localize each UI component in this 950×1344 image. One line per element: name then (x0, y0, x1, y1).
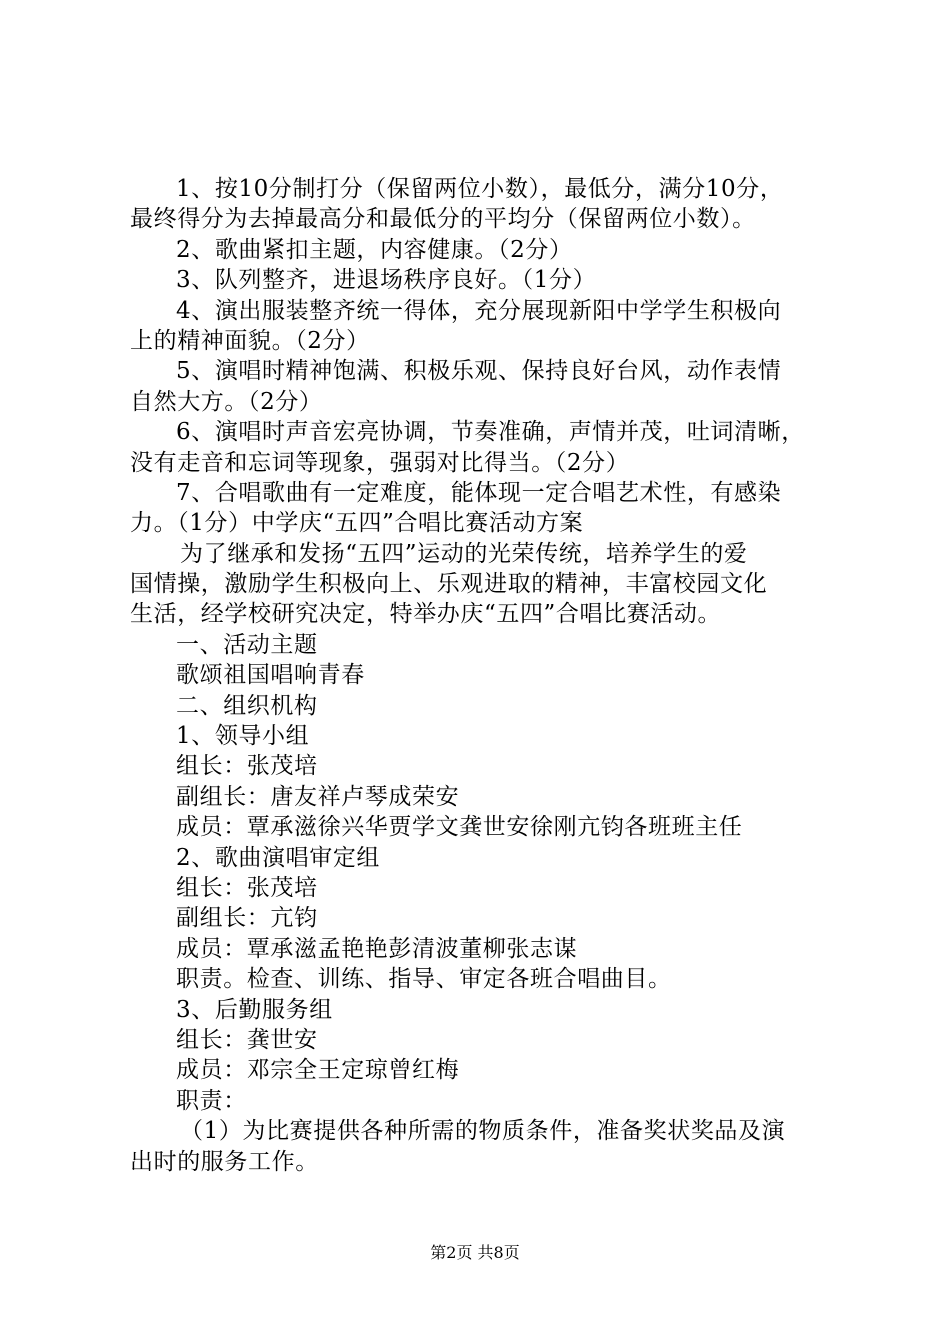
text-line: 歌颂祖国唱响青春 (176, 662, 365, 689)
text-line: 7、合唱歌曲有一定难度，能体现一定合唱艺术性，有感染 (176, 479, 782, 506)
text-line: 职责： (176, 1087, 247, 1114)
text-line: 没有走音和忘词等现象，强弱对比得当。（2分） (130, 449, 630, 476)
subsection-heading: 2、歌曲演唱审定组 (176, 844, 381, 871)
document-body (130, 174, 830, 1177)
text-line: 上的精神面貌。（2分） (130, 327, 370, 354)
text-line: 力。（1分）中学庆“五四”合唱比赛活动方案 (130, 510, 584, 537)
text-line: 成员：覃承滋徐兴华贾学文龚世安徐刚亢钧各班班主任 (176, 814, 743, 841)
text-line: 组长：龚世安 (176, 1026, 318, 1053)
section-heading: 二、组织机构 (176, 692, 318, 719)
text-line: 组长：张茂培 (176, 753, 318, 780)
text-line: 自然大方。（2分） (130, 388, 323, 415)
text-line: 出时的服务工作。 (130, 1148, 319, 1175)
text-line: 6、演唱时声音宏亮协调，节奏准确，声情并茂，吐词清晰， (176, 419, 805, 446)
text-line: 生活，经学校研究决定，特举办庆“五四”合唱比赛活动。 (130, 601, 722, 628)
text-line: 最终得分为去掉最高分和最低分的平均分（保留两位小数）。 (130, 206, 756, 233)
text-line: 组长：张茂培 (176, 874, 318, 901)
text-line: 成员：邓宗全王定琼曾红梅 (176, 1057, 460, 1084)
subsection-heading: 1、领导小组 (176, 723, 310, 750)
text-line: （1）为比赛提供各种所需的物质条件，准备奖状奖品及演 (180, 1118, 786, 1145)
page-footer: 第2页 共8页 (430, 1243, 520, 1262)
text-line: 1、按10分制打分（保留两位小数），最低分，满分10分， (176, 176, 784, 202)
subsection-heading: 3、后勤服务组 (176, 996, 333, 1023)
section-heading: 一、活动主题 (176, 631, 318, 658)
text-line: 成员：覃承滋孟艳艳彭清波董柳张志谋 (176, 935, 578, 962)
text-line: 职责。检查、训练、指导、审定各班合唱曲目。 (176, 966, 672, 993)
text-line: 4、演出服装整齐统一得体，充分展现新阳中学学生积极向 (176, 297, 782, 324)
text-line: 3、队列整齐，进退场秩序良好。（1分） (176, 267, 597, 294)
text-line: 为了继承和发扬“五四”运动的光荣传统，培养学生的爱 (180, 540, 748, 567)
text-line: 副组长：亢钧 (176, 905, 318, 932)
text-line: 5、演唱时精神饱满、积极乐观、保持良好台风，动作表情 (176, 358, 782, 385)
text-line: 国情操，激励学生积极向上、乐观进取的精神，丰富校园文化 (130, 571, 768, 598)
text-line: 2、歌曲紧扣主题，内容健康。（2分） (176, 236, 573, 263)
text-line: 副组长：唐友祥卢琴成荣安 (176, 783, 460, 810)
